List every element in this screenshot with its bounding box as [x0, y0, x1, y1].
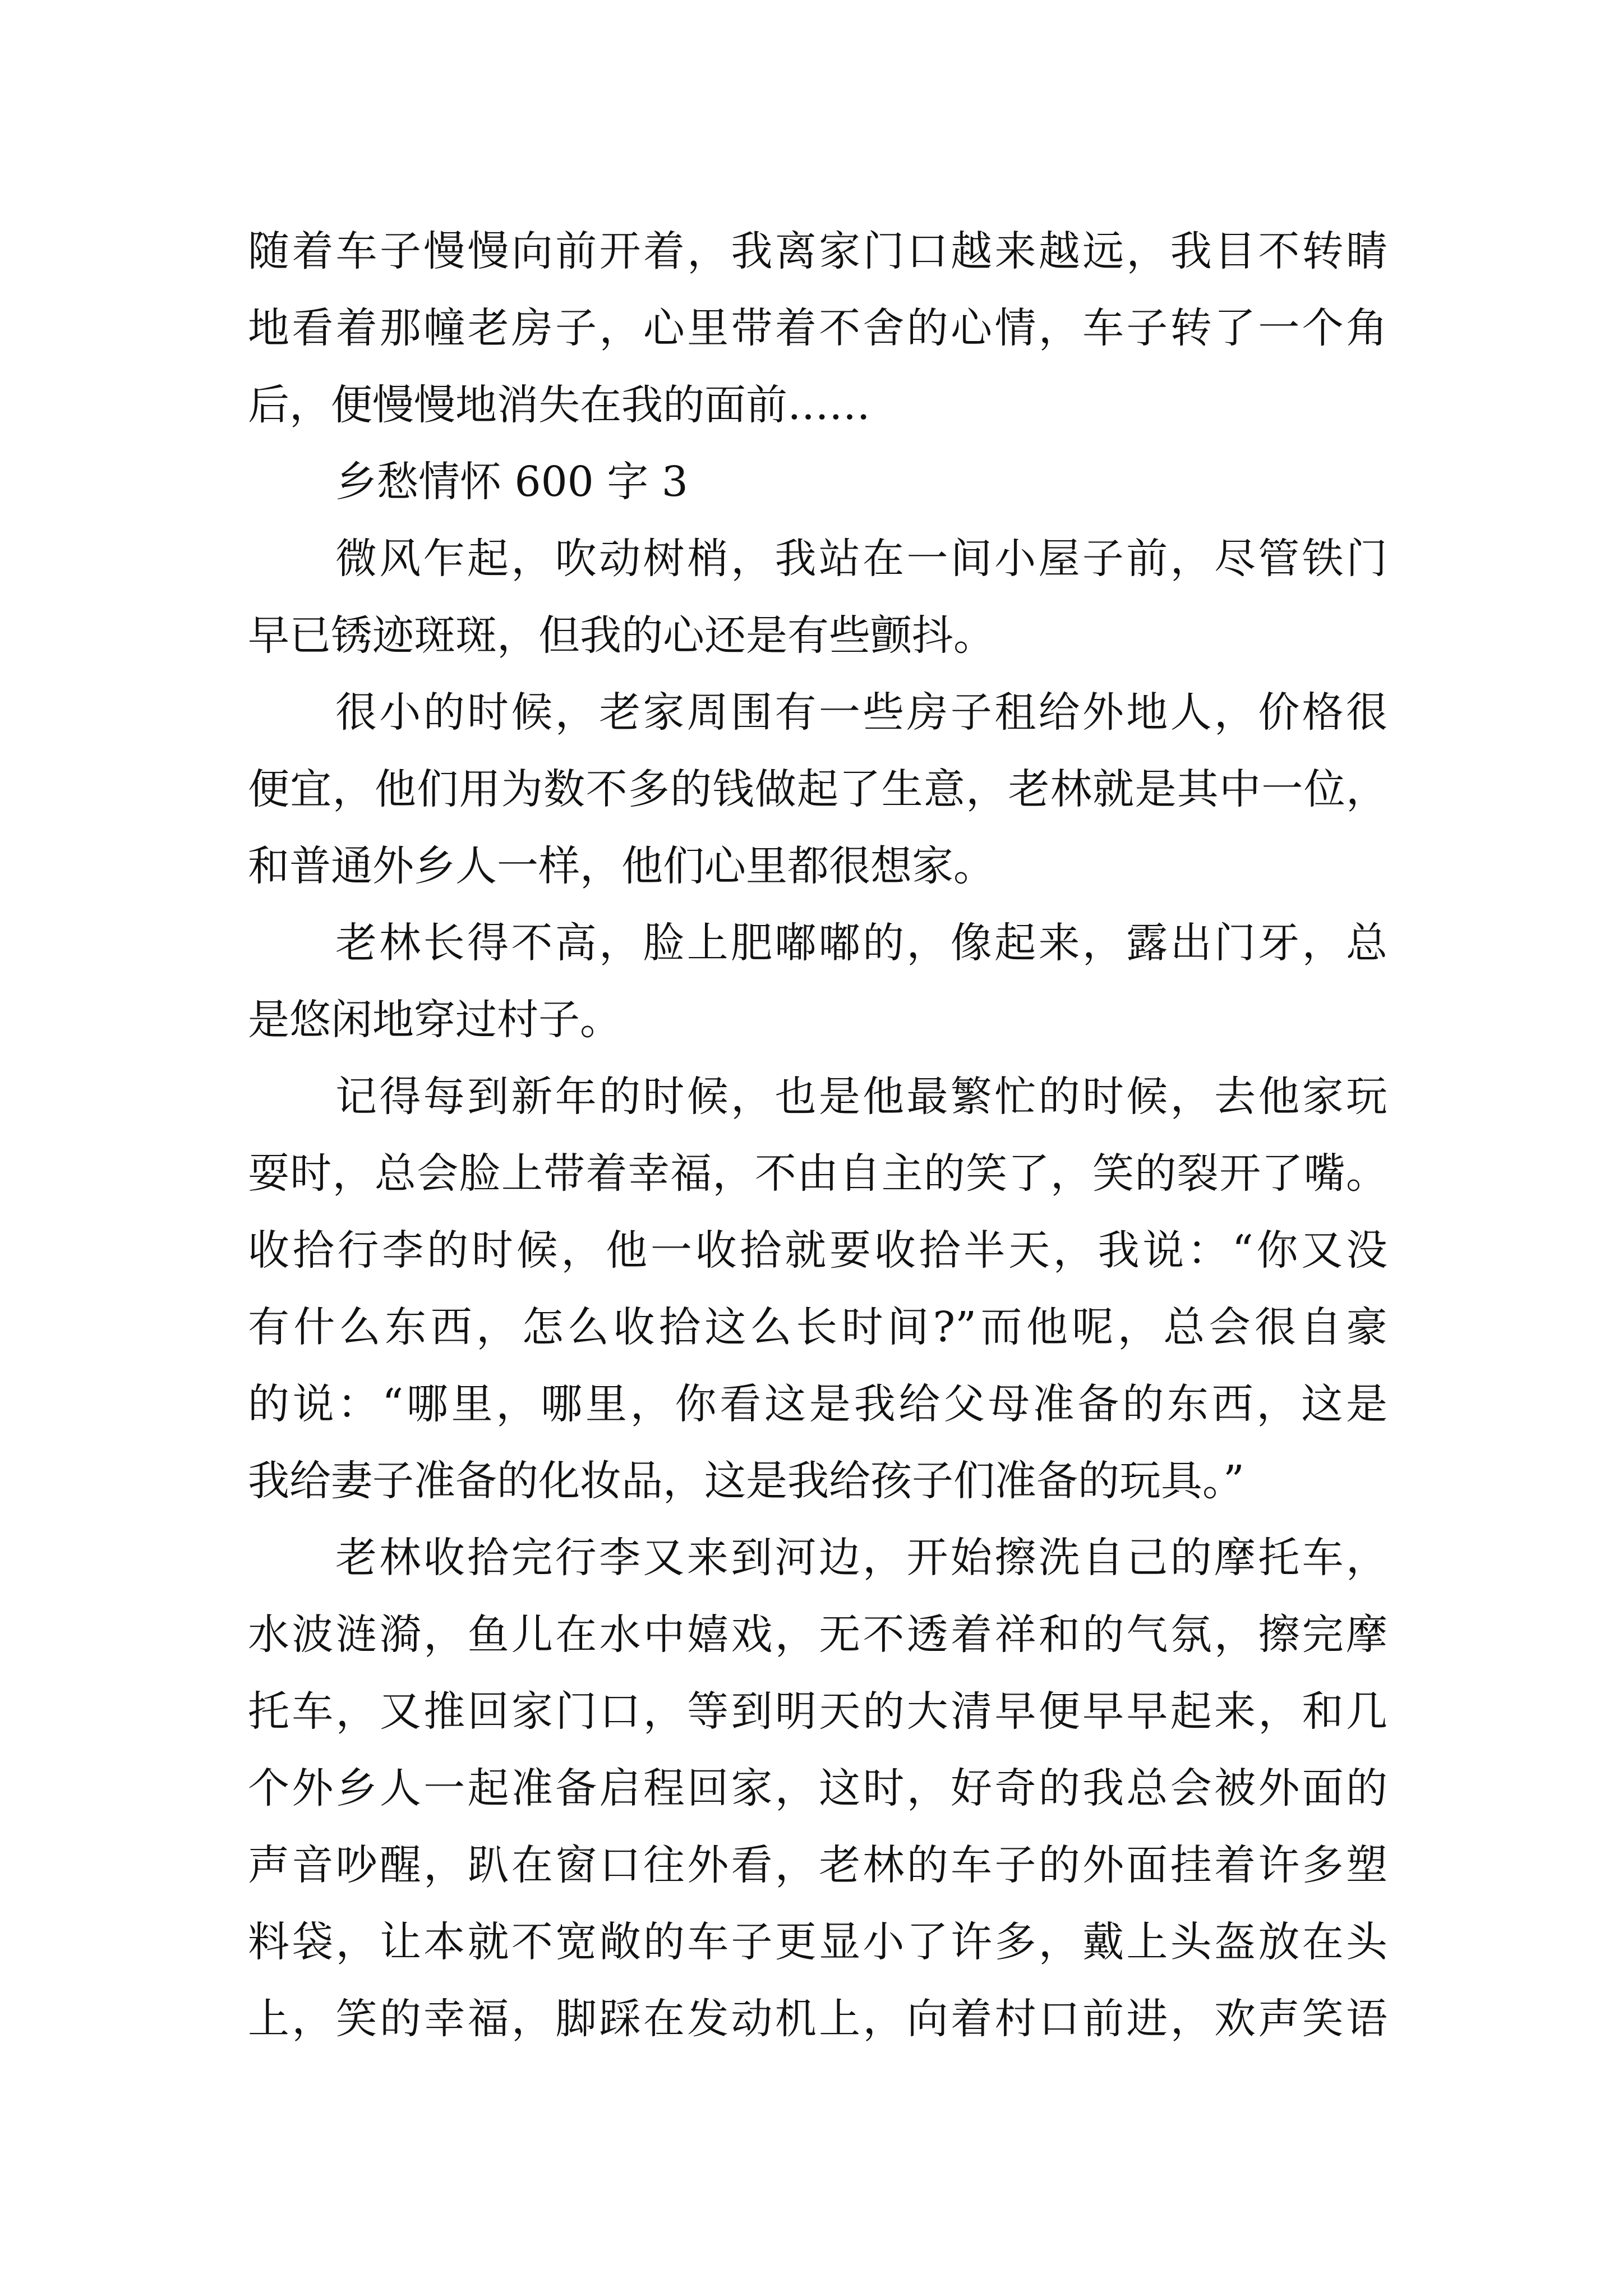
text-line: 我给妻子准备的化妆品，这是我给孩子们准备的玩具。”	[248, 1457, 1244, 1505]
text-line: 微风乍起，吹动树梢，我站在一间小屋子前，尽管铁门	[335, 535, 1387, 583]
text-line: 老林长得不高，脸上肥嘟嘟的，像起来，露出门牙，总	[335, 919, 1387, 967]
paragraph	[248, 1520, 1387, 2058]
text-line: 水波涟漪，鱼儿在水中嬉戏，无不透着祥和的气氛，擦完摩	[248, 1611, 1387, 1659]
text-line: 有什么东西，怎么收拾这么长时间?”而他呢，总会很自豪	[248, 1303, 1387, 1351]
text-line: 地看着那幢老房子，心里带着不舍的心情，车子转了一个角	[248, 304, 1387, 352]
paragraph	[248, 1059, 1387, 1520]
section-heading	[248, 444, 1387, 521]
text-line: 后，便慢慢地消失在我的面前……	[248, 381, 870, 429]
text-line: 声音吵醒，趴在窗口往外看，老林的车子的外面挂着许多塑	[248, 1841, 1387, 1889]
text-line: 随着车子慢慢向前开着，我离家门口越来越远，我目不转睛	[248, 227, 1387, 275]
paragraph	[248, 905, 1387, 1059]
text-line: 记得每到新年的时候，也是他最繁忙的时候，去他家玩	[335, 1073, 1387, 1121]
text-line: 托车，又推回家门口，等到明天的大清早便早早起来，和几	[248, 1687, 1387, 1736]
text-line: 早已锈迹斑斑，但我的心还是有些颤抖。	[248, 611, 995, 660]
text-line: 收拾行李的时候，他一收拾就要收拾半天，我说：“你又没	[248, 1226, 1387, 1274]
text-line: 和普通外乡人一样，他们心里都很想家。	[248, 842, 995, 890]
document-body	[248, 213, 1387, 2058]
text-line: 上，笑的幸福，脚踩在发动机上，向着村口前进，欢声笑语	[248, 1995, 1387, 2043]
text-line: 耍时，总会脸上带着幸福，不由自主的笑了，笑的裂开了嘴。	[248, 1149, 1387, 1198]
text-line: 的说：“哪里，哪里，你看这是我给父母准备的东西，这是	[248, 1380, 1387, 1428]
paragraph	[248, 213, 1387, 444]
text-line: 老林收拾完行李又来到河边，开始擦洗自己的摩托车，	[335, 1534, 1387, 1582]
section-heading-text: 乡愁情怀 600 字 3	[335, 458, 688, 506]
text-line: 个外乡人一起准备启程回家，这时，好奇的我总会被外面的	[248, 1764, 1387, 1812]
text-line: 便宜，他们用为数不多的钱做起了生意，老林就是其中一位，	[248, 765, 1387, 813]
paragraph	[248, 674, 1387, 905]
text-line: 是悠闲地穿过村子。	[248, 996, 621, 1044]
text-line: 料袋，让本就不宽敞的车子更显小了许多，戴上头盔放在头	[248, 1918, 1387, 1966]
text-line: 很小的时候，老家周围有一些房子租给外地人，价格很	[335, 688, 1387, 737]
paragraph	[248, 521, 1387, 674]
